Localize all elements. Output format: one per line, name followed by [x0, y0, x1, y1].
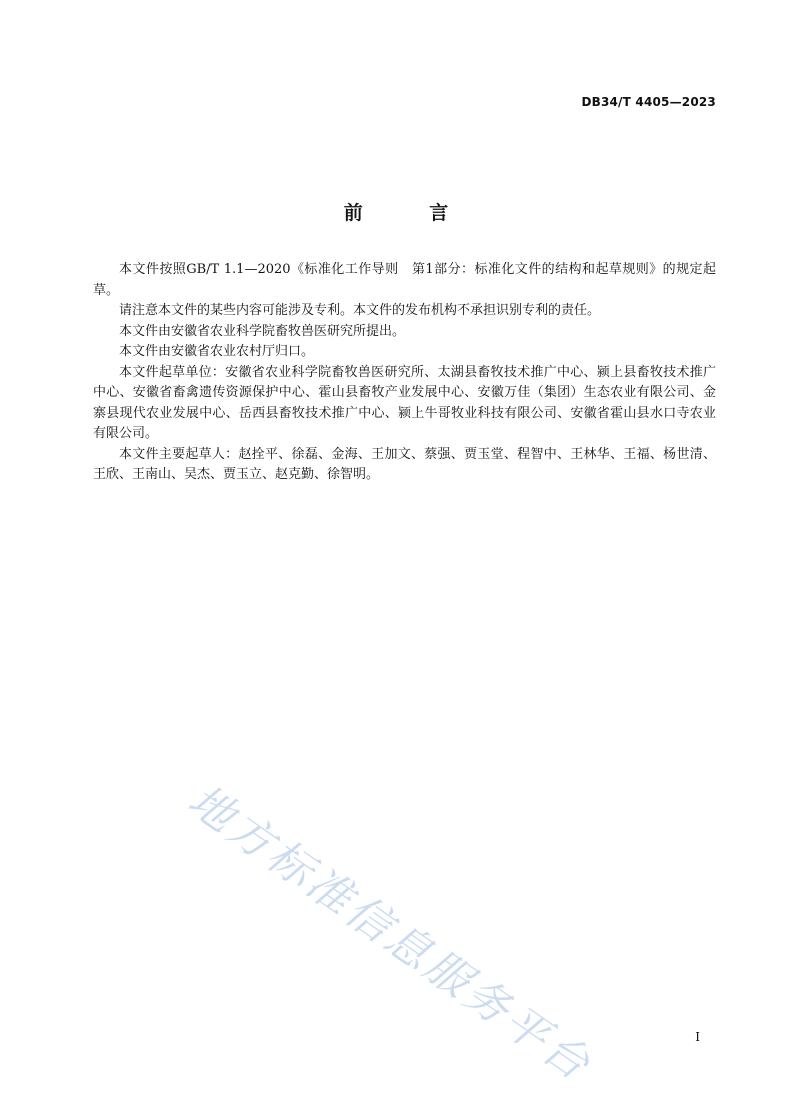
watermark: 地方标准信息服务平台 — [178, 774, 602, 1092]
page-title: 前 言 — [343, 202, 479, 224]
paragraph-centralized-by: 本文件由安徽省农业农村厅归口。 — [119, 344, 315, 359]
foreword-body — [93, 260, 716, 486]
paragraph-drafters: 本文件主要起草人：赵拴平、徐磊、金海、王加文、蔡强、贾玉堂、程智中、王林华、王福、杨世清、王欣、王南山、吴杰、贾玉立、赵克勤、徐智明。 — [93, 446, 716, 482]
paragraph-patent-notice: 请注意本文件的某些内容可能涉及专利。本文件的发布机构不承担识别专利的责任。 — [119, 303, 601, 318]
standard-code: DB34/T 4405—2023 — [581, 95, 716, 109]
paragraph-drafting-units: 本文件起草单位：安徽省农业科学院畜牧兽医研究所、太湖县畜牧技术推广中心、颍上县畜牧技术推广中心、安徽省畜禽遗传资源保护中心、霍山县畜牧产业发展中心、安徽万佳（集团）生态农业有限公司、金寨县现代农业发展中心、岳西县畜牧技术推广中心、颍上牛哥牧业科技有限公司、安徽省霍山县水口寺农业有限公司。 — [93, 364, 716, 441]
page-number: I — [695, 1030, 700, 1044]
paragraph-drafting-rules: 本文件按照GB/T 1.1—2020《标准化工作导则 第1部分：标准化文件的结构和起草规则》的规定起草。 — [93, 262, 716, 298]
paragraph-proposer: 本文件由安徽省农业科学院畜牧兽医研究所提出。 — [119, 323, 406, 339]
